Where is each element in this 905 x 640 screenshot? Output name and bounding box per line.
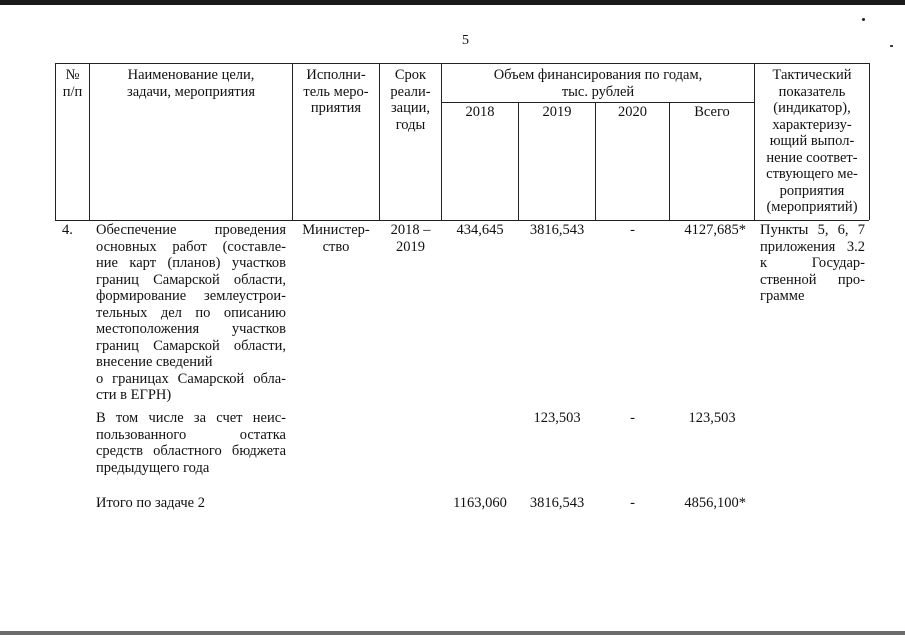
header-total: Всего bbox=[694, 104, 730, 120]
scan-bottom-edge bbox=[0, 631, 905, 635]
col-divider bbox=[869, 63, 870, 220]
header-funding: Объем финансирования по годам, тыс. рублей bbox=[493, 67, 703, 100]
header-term: Срок реали- зации, годы bbox=[390, 67, 431, 133]
header-num: № п/п bbox=[62, 67, 83, 100]
total-2018: 1163,060 bbox=[453, 495, 507, 511]
header-year-2019: 2019 bbox=[542, 104, 572, 120]
header-bottom-border bbox=[55, 220, 869, 221]
scan-speck bbox=[862, 18, 865, 21]
row-value-2019: 3816,543 bbox=[529, 222, 585, 238]
header-year-2018: 2018 bbox=[465, 104, 495, 120]
header-name: Наименование цели, задачи, мероприятия bbox=[126, 67, 255, 100]
row-including-name: В том числе за счет неис- пользованного остатка средств областного бюджета предыдущего года bbox=[96, 410, 286, 476]
row-number: 4. bbox=[62, 222, 73, 238]
row-including-total: 123,503 bbox=[688, 410, 736, 426]
row-indicator: Пункты 5, 6, 7 приложения 3.2 к Государ- ственной про- грамме bbox=[760, 222, 865, 304]
total-2020: - bbox=[630, 495, 635, 511]
row-term: 2018 – 2019 bbox=[390, 222, 431, 255]
header-indicator: Тактический показатель (индикатор), характеризу- ющий выпол- нение соответ- ствующего ме- роприятия (мероприятий) bbox=[766, 67, 858, 215]
row-including-2020: - bbox=[630, 410, 635, 426]
total-label: Итого по задаче 2 bbox=[96, 495, 205, 511]
row-including-2019: 123,503 bbox=[533, 410, 581, 426]
table-border-top bbox=[55, 63, 869, 64]
header-executor: Исполни- тель меро- приятия bbox=[303, 67, 369, 116]
years-header-divider bbox=[441, 102, 754, 103]
row-value-2020: - bbox=[630, 222, 635, 238]
row-executor: Министер- ство bbox=[302, 222, 370, 255]
total-all: 4856,100* bbox=[684, 495, 746, 511]
row-name: Обеспечение проведения основных работ (составле- ние карт (планов) участков границ Самарской области, формирование землеустрои- тельных дел по описанию местоположения участков границ Самарской области, внесение сведений о границах Самарской обла- сти в ЕГРН) bbox=[96, 222, 286, 403]
page-number: 5 bbox=[462, 33, 469, 48]
scan-top-edge bbox=[0, 0, 905, 5]
row-value-2018: 434,645 bbox=[456, 222, 504, 238]
scan-speck bbox=[890, 45, 893, 47]
total-2019: 3816,543 bbox=[529, 495, 585, 511]
row-value-total: 4127,685* bbox=[684, 222, 746, 238]
header-year-2020: 2020 bbox=[618, 104, 647, 120]
